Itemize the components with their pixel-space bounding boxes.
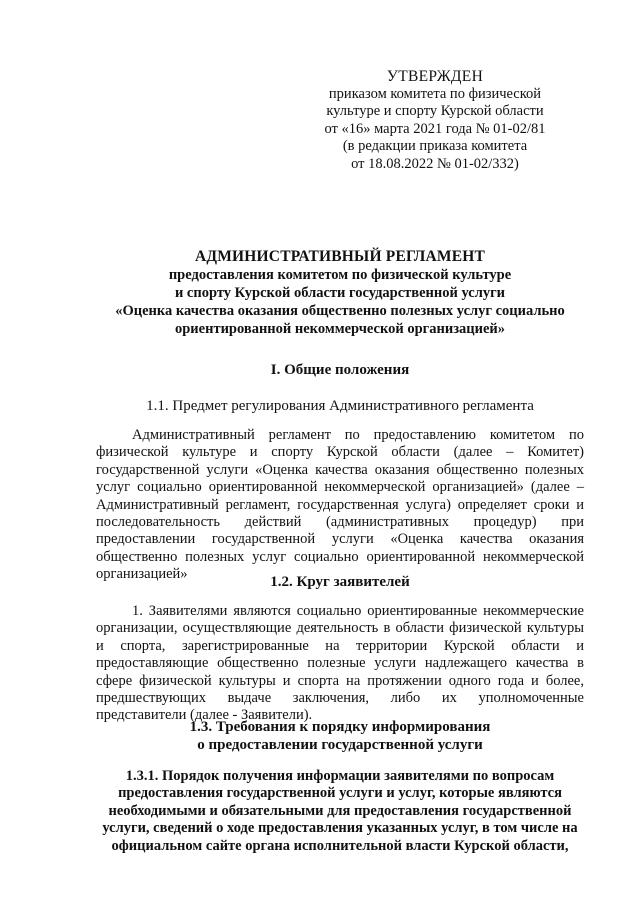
document-title-line: ориентированной некоммерческой организацией»: [174, 321, 506, 337]
section-heading-line: 1.3. Требования к порядку информирования: [189, 719, 491, 735]
section-heading-general: I. Общие положения: [270, 362, 410, 378]
document-title: [90, 248, 590, 338]
document-title-line: и спорту Курской области государственной услуги: [174, 285, 506, 301]
approval-line: культуре и спорту Курской области: [326, 103, 544, 119]
approval-line: приказом комитета по физической: [328, 85, 542, 102]
section-heading-information: [90, 718, 590, 754]
approval-heading: УТВЕРЖДЕН: [386, 68, 484, 85]
section-heading-applicants: 1.2. Круг заявителей: [270, 574, 410, 590]
subsection-heading-subject: 1.1. Предмет регулирования Административного регламента: [146, 398, 534, 414]
paragraph-subject: Административный регламент по предоставлению комитетом по физической культуре и спорту Курской области (далее – Комитет) государственной услуги «Оценка качества оказания общественно полезных услуг социально ориентированной некоммерческой организацией» (далее – Административный регламент, государственная услуга) определяет сроки и последовательность действий (административных процедур) при предоставлении государственной услуги «Оценка качества оказания общественно полезных услуг социально ориентированной некоммерческой организацией»: [96, 427, 584, 583]
approval-line: (в редакции приказа комитета: [342, 138, 528, 154]
document-title-main: АДМИНИСТРАТИВНЫЙ РЕГЛАМЕНТ: [194, 248, 486, 265]
document-title-line: предоставления комитетом по физической культуре: [168, 267, 512, 283]
document-title-line: «Оценка качества оказания общественно полезных услуг социально: [115, 303, 565, 319]
approval-line: от 18.08.2022 № 01-02/332): [351, 155, 519, 172]
approval-line: от «16» марта 2021 года № 01-02/81: [324, 120, 546, 137]
paragraph-information-procedure: 1.3.1. Порядок получения информации заявителями по вопросам предоставления государственной услуги и услуг, которые являются необходимыми и обязательными для предоставления государственной услуги, сведений о ходе предоставления указанных услуг, в том числе на официальном сайте органа исполнительной власти Курской области,: [102, 768, 578, 854]
approval-stamp: [300, 68, 570, 173]
paragraph-applicants: 1. Заявителями являются социально ориентированные некоммерческие организации, осуществляющие деятельность в области физической культуры и спорта, зарегистрированные на территории Курской области и предоставляющие общественно полезные услуги надлежащего качества в сфере физической культуры и спорта на протяжении одного года и более, предшествующих выдаче заключения, либо их уполномоченные представители (далее - Заявители).: [96, 603, 584, 724]
section-heading-line: о предоставлении государственной услуги: [197, 737, 483, 753]
